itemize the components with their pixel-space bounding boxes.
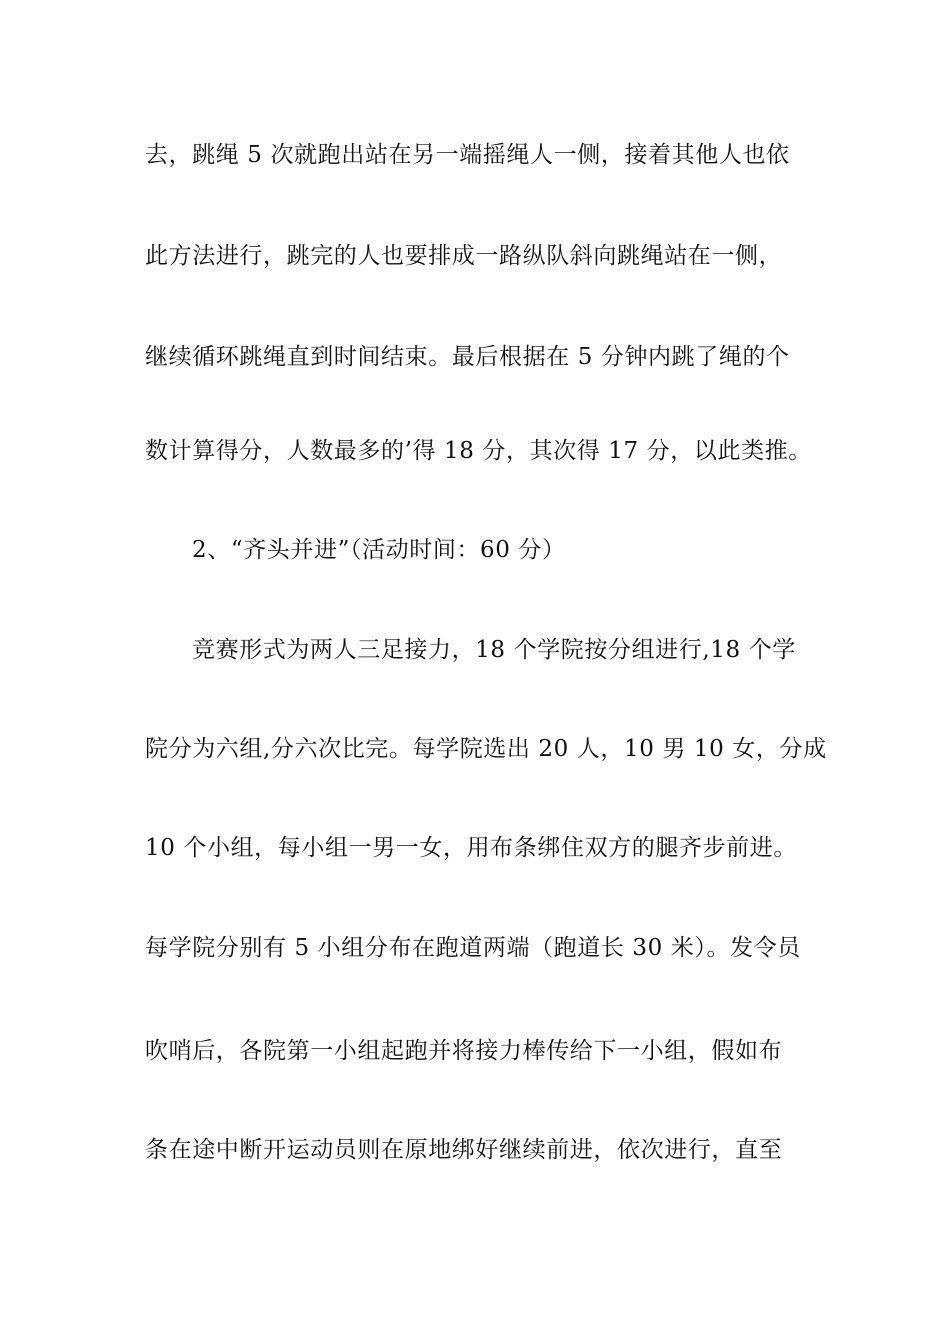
paragraph-line: 此方法进行，跳完的人也要排成一路纵队斜向跳绳站在一侧， (145, 243, 783, 269)
paragraph-line: 每学院分别有 5 小组分布在跑道两端（跑道长 30 米）。发令员 (145, 935, 801, 961)
paragraph-line: 吹哨后，各院第一小组起跑并将接力棒传给下一小组，假如布 (145, 1038, 783, 1064)
section-heading: 2、“齐头并进”（活动时间：60 分） (192, 537, 566, 563)
paragraph-line: 数计算得分，人数最多的’得 18 分，其次得 17 分，以此类推。 (145, 438, 812, 464)
paragraph-line: 继续循环跳绳直到时间结束。最后根据在 5 分钟内跳了绳的个 (145, 344, 790, 370)
paragraph-line: 院分为六组,分六次比完。每学院选出 20 人，10 男 10 女，分成 (145, 736, 827, 762)
paragraph-line: 10 个小组，每小组一男一女，用布条绑住双方的腿齐步前进。 (145, 835, 797, 861)
paragraph-line: 竞赛形式为两人三足接力，18 个学院按分组进行,18 个学 (192, 637, 796, 663)
paragraph-line: 去，跳绳 5 次就跑出站在另一端摇绳人一侧，接着其他人也依 (145, 142, 790, 168)
paragraph-line: 条在途中断开运动员则在原地绑好继续前进，依次进行，直至 (145, 1137, 783, 1163)
